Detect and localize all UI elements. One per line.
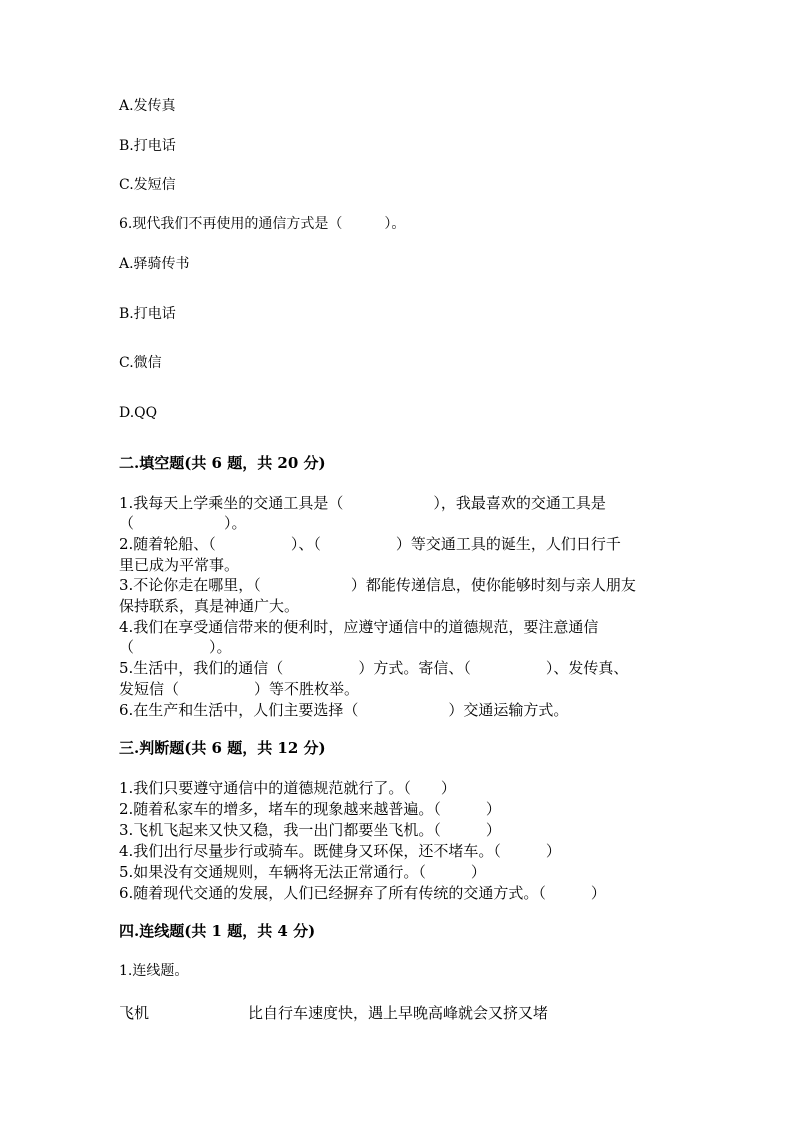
judge-line: 6.随着现代交通的发展，人们已经摒弃了所有传统的交通方式。（ ） <box>119 884 606 902</box>
q6-option-b: B.打电话 <box>119 306 176 322</box>
fill-line: 6.在生产和生活中，人们主要选择（ ）交通运输方式。 <box>119 701 569 719</box>
fill-line: （ ）。 <box>119 514 247 532</box>
judge-line: 3.飞机飞起来又快又稳，我一出门都要坐飞机。（ ） <box>119 821 501 839</box>
section-heading-fill-blank: 二.填空题(共 6 题，共 20 分) <box>119 454 326 472</box>
fill-line: 1.我每天上学乘坐的交通工具是（ ），我最喜欢的交通工具是 <box>119 494 606 512</box>
q5-option-b: B.打电话 <box>119 138 176 154</box>
fill-line: 3.不论你走在哪里，（ ）都能传递信息，使你能够时刻与亲人朋友 <box>119 576 636 594</box>
judge-line: 4.我们出行尽量步行或骑车。既健身又环保，还不堵车。（ ） <box>119 842 561 860</box>
q6-option-d: D.QQ <box>119 405 158 421</box>
matching-right-item: 比自行车速度快，遇上早晚高峰就会又挤又堵 <box>248 1004 549 1022</box>
fill-line: 5.生活中，我们的通信（ ）方式。寄信、（ ）、发传真、 <box>119 659 629 677</box>
judge-line: 2.随着私家车的增多，堵车的现象越来越普遍。（ ） <box>119 800 501 818</box>
section-heading-matching: 四.连线题(共 1 题，共 4 分) <box>119 922 316 940</box>
fill-line: （ ）。 <box>119 638 232 656</box>
fill-line: 里已成为平常事。 <box>119 556 240 574</box>
q6-option-a: A.驿骑传书 <box>119 256 190 272</box>
fill-line: 发短信（ ）等不胜枚举。 <box>119 680 360 698</box>
q5-option-a: A.发传真 <box>119 98 176 114</box>
matching-left-item: 飞机 <box>119 1004 150 1022</box>
q6-stem: 6.现代我们不再使用的通信方式是（ ）。 <box>119 216 406 232</box>
matching-stem: 1.连线题。 <box>119 963 189 979</box>
section-heading-true-false: 三.判断题(共 6 题，共 12 分) <box>119 739 326 757</box>
q5-option-c: C.发短信 <box>119 177 176 193</box>
judge-line: 5.如果没有交通规则，车辆将无法正常通行。（ ） <box>119 863 486 881</box>
q6-option-c: C.微信 <box>119 355 162 371</box>
fill-line: 4.我们在享受通信带来的便利时，应遵守通信中的道德规范，要注意通信 <box>119 618 599 636</box>
fill-line: 保持联系，真是神通广大。 <box>119 597 300 615</box>
fill-line: 2.随着轮船、（ ）、（ ）等交通工具的诞生，人们日行千 <box>119 535 621 553</box>
judge-line: 1.我们只要遵守通信中的道德规范就行了。（ ） <box>119 779 456 797</box>
